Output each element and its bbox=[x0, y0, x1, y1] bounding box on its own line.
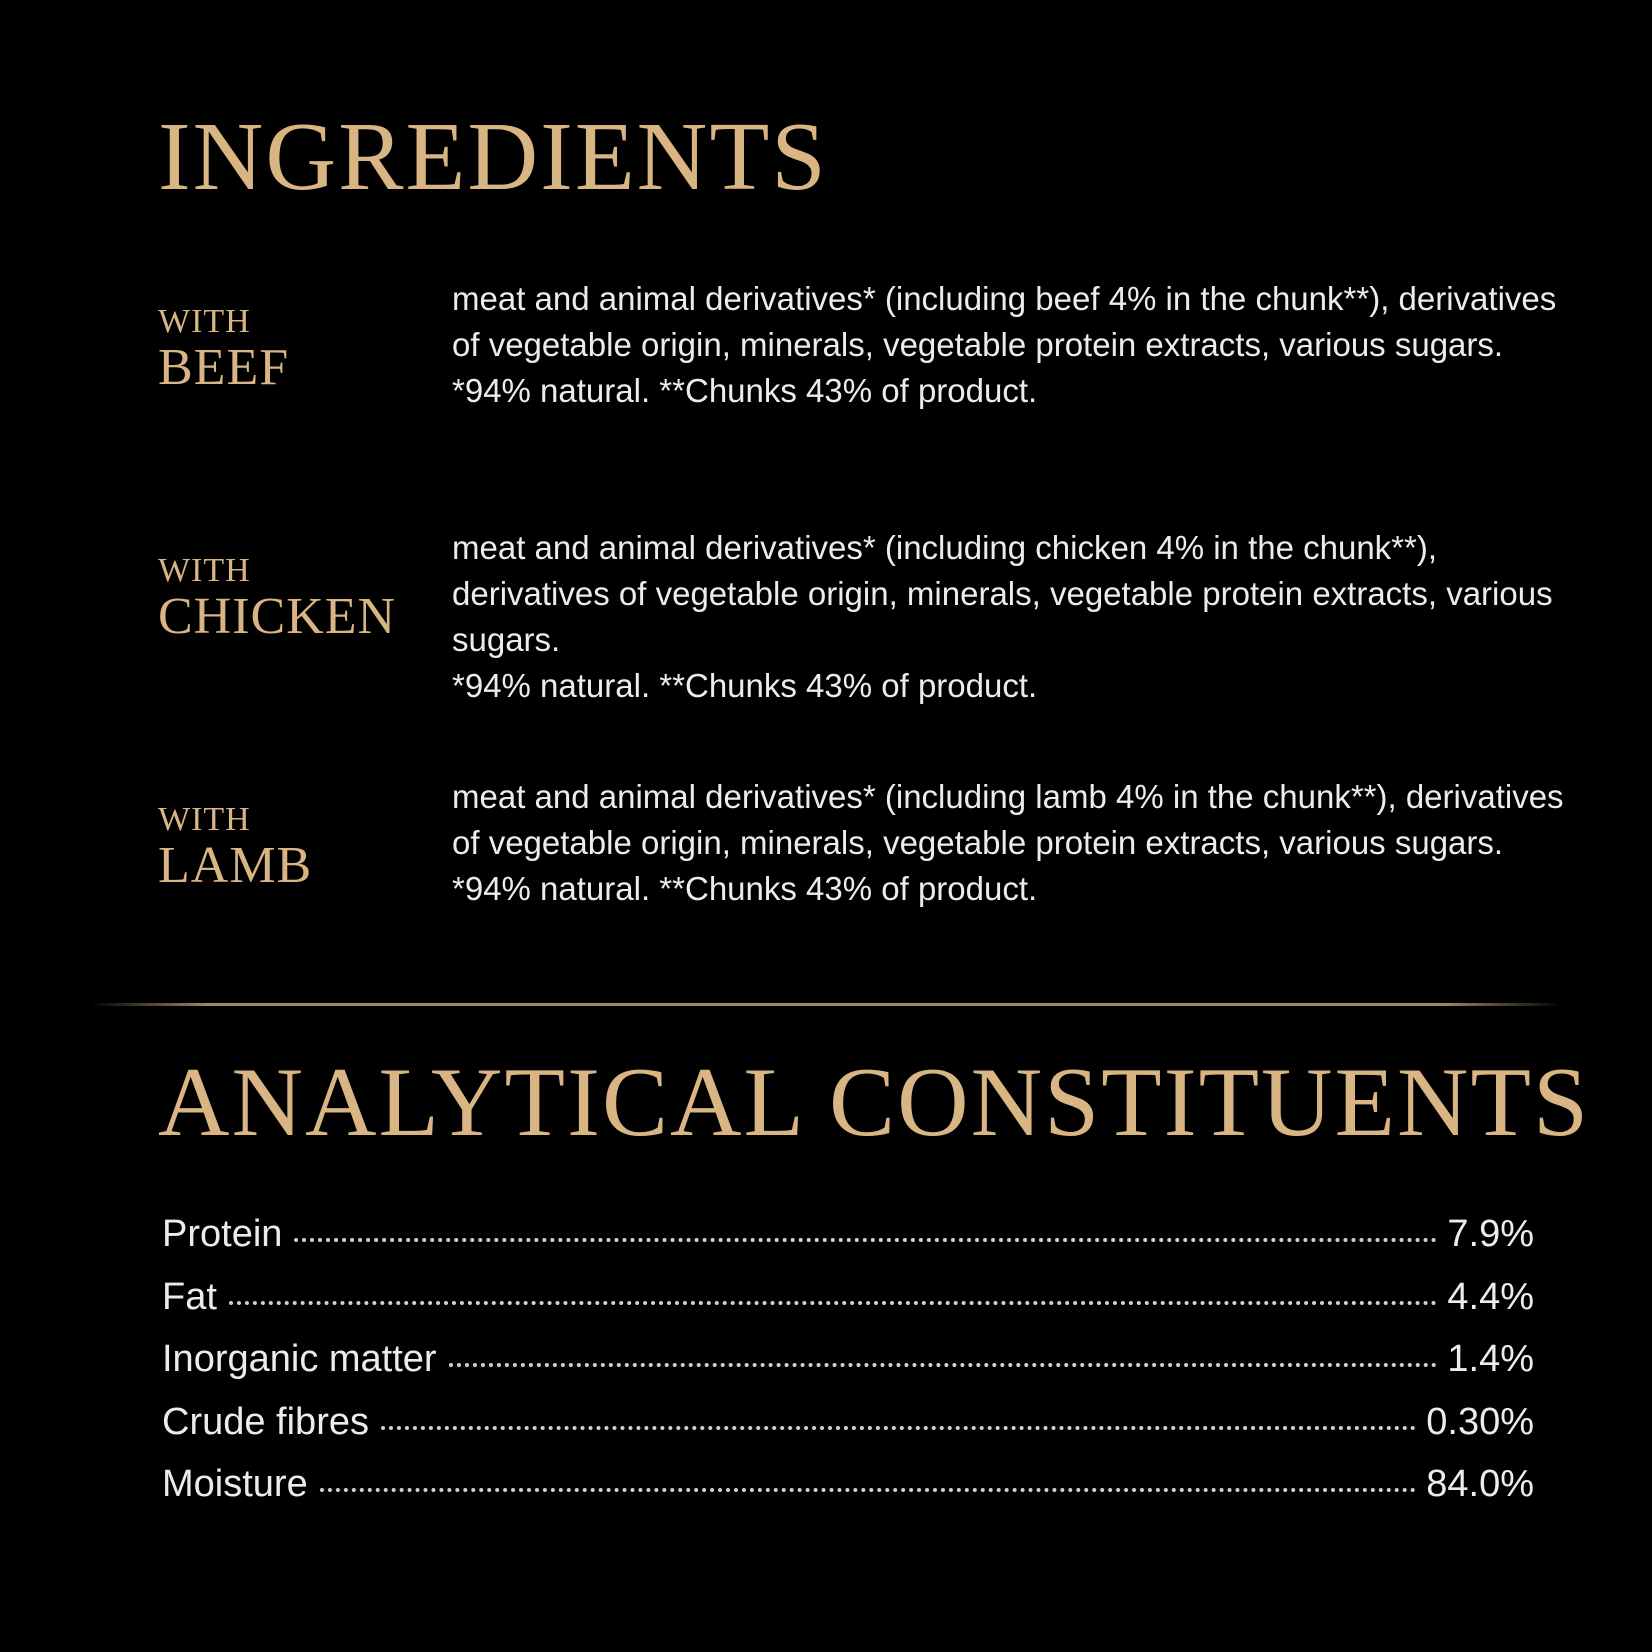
constituent-name: Moisture bbox=[162, 1463, 308, 1505]
variant-ingredients-text bbox=[452, 276, 1572, 414]
dot-leader bbox=[320, 1488, 1417, 1492]
section-divider bbox=[90, 1003, 1562, 1006]
constituent-value: 7.9% bbox=[1447, 1213, 1534, 1255]
variant-description: meat and animal derivatives* (including chicken 4% in the chunk**), derivatives of vegetable origin, minerals, vegetable protein extracts, various sugars. bbox=[452, 529, 1553, 658]
variant-prefix: WITH bbox=[158, 552, 251, 589]
variant-ingredients-text bbox=[452, 774, 1572, 912]
analytical-constituents-list bbox=[162, 1203, 1534, 1516]
constituent-row-crude-fibres bbox=[162, 1391, 1534, 1454]
constituent-row-fat bbox=[162, 1266, 1534, 1329]
ingredient-variant-lamb bbox=[158, 774, 1564, 974]
variant-name: LAMB bbox=[158, 837, 313, 894]
ingredient-variant-chicken bbox=[158, 525, 1558, 725]
variant-label bbox=[158, 802, 438, 894]
constituent-row-moisture bbox=[162, 1453, 1534, 1516]
analytical-constituents-heading: ANALYTICAL CONSTITUENTS bbox=[158, 1048, 1591, 1157]
variant-name: BEEF bbox=[158, 339, 290, 396]
ingredient-variant-beef bbox=[158, 276, 1558, 476]
dot-leader bbox=[229, 1301, 1437, 1305]
variant-label bbox=[158, 553, 438, 645]
variant-description: meat and animal derivatives* (including beef 4% in the chunk**), derivatives of vegetable origin, minerals, vegetable protein extracts, various sugars. bbox=[452, 280, 1557, 363]
dot-leader bbox=[381, 1426, 1416, 1430]
variant-footnote: *94% natural. **Chunks 43% of product. bbox=[452, 667, 1038, 704]
variant-name: CHICKEN bbox=[158, 588, 397, 645]
constituent-row-inorganic-matter bbox=[162, 1328, 1534, 1391]
variant-label bbox=[158, 304, 438, 396]
constituent-row-protein bbox=[162, 1203, 1534, 1266]
dot-leader bbox=[449, 1363, 1438, 1367]
variant-footnote: *94% natural. **Chunks 43% of product. bbox=[452, 372, 1038, 409]
variant-ingredients-text bbox=[452, 525, 1572, 709]
dot-leader bbox=[294, 1238, 1437, 1242]
variant-description: meat and animal derivatives* (including lamb 4% in the chunk**), derivatives of vegetable origin, minerals, vegetable protein extracts, various sugars. bbox=[452, 778, 1564, 861]
constituent-name: Inorganic matter bbox=[162, 1338, 437, 1380]
constituent-value: 84.0% bbox=[1426, 1463, 1534, 1505]
constituent-value: 0.30% bbox=[1426, 1400, 1534, 1443]
ingredients-heading: INGREDIENTS bbox=[158, 103, 828, 211]
variant-footnote: *94% natural. **Chunks 43% of product. bbox=[452, 870, 1038, 907]
constituent-value: 1.4% bbox=[1447, 1338, 1534, 1380]
constituent-name: Protein bbox=[162, 1213, 283, 1255]
constituent-name: Fat bbox=[162, 1275, 217, 1318]
variant-prefix: WITH bbox=[158, 801, 251, 838]
variant-prefix: WITH bbox=[158, 303, 251, 340]
constituent-value: 4.4% bbox=[1447, 1275, 1534, 1318]
constituent-name: Crude fibres bbox=[162, 1400, 369, 1443]
